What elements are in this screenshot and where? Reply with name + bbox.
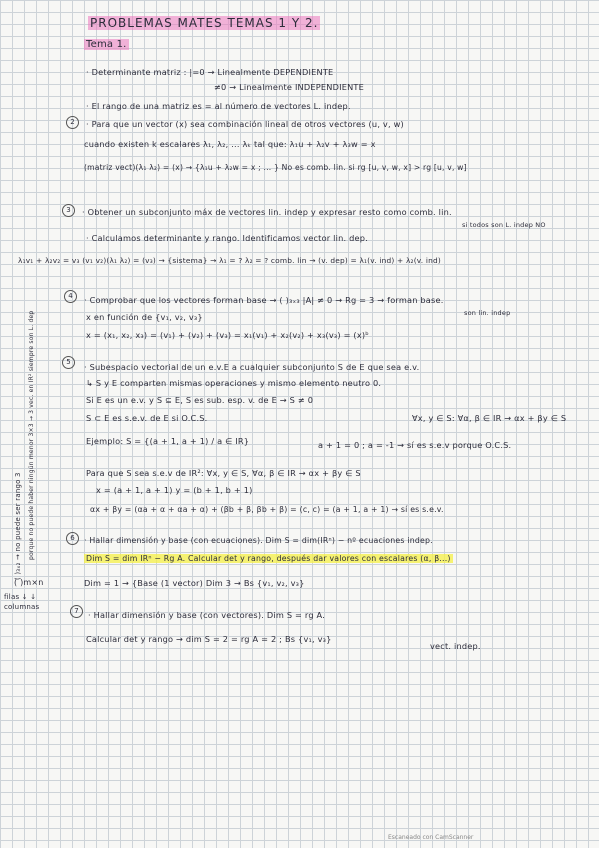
note-text: · Hallar dimensión y base (con vectores). Dim S = rg A. [88, 610, 325, 620]
footer-watermark: Escaneado con CamScanner [388, 834, 474, 841]
circled-number: 3 [62, 204, 75, 217]
note-line: S ⊂ E es s.e.v. de E si O.C.S. [86, 413, 208, 423]
note-line: · Determinante matriz : |=0 → Linealmente DEPENDIENTE [86, 67, 334, 77]
circled-number: 5 [62, 356, 75, 369]
note-line [84, 536, 433, 546]
side-note-rows-cols: filas ↓ ↓ columnas [4, 593, 40, 611]
note-line: cuando existen k escalares λ₁, λ₂, ... λₖ tal que: λ₁u + λ₂v + λ₃w = x [84, 139, 376, 149]
note-line: ∀x, y ∈ S: ∀α, β ∈ IR → αx + βy ∈ S [412, 413, 567, 423]
side-note-rotated: ( )₃ₓ₂ → no puede ser rango 3 [14, 472, 22, 580]
note-line: λ₁v₁ + λ₂v₂ = v₃ (v₁ v₂)(λ₁ λ₂) = (v₃) → {sistema} → λ₁ = ? λ₂ = ? comb. lin → (v. dep) = λ₁(v. ind) + λ₂(v. ind) [18, 256, 441, 265]
circled-number: 7 [70, 605, 83, 618]
note-line: Dim = 1 → {Base (1 vector) Dim 3 → Bs {v₁, v₂, v₃} [84, 578, 305, 588]
note-line: ↳ S y E comparten mismas operaciones y mismo elemento neutro 0. [86, 378, 382, 388]
note-line: · El rango de una matriz es = al número de vectores L. indep. [86, 101, 351, 111]
note-text: · Hallar dimensión y base (con ecuaciones). Dim S = dim(IRⁿ) − nº ecuaciones indep. [84, 536, 433, 545]
circled-number: 4 [64, 290, 77, 303]
note-line: · Subespacio vectorial de un e.v.E a cualquier subconjunto S de E que sea e.v. [84, 362, 420, 372]
note-line: (matriz vect)(λ₁ λ₂) = (x) → {λ₁u + λ₂w = x ; ... } No es comb. lin. si rg [u, v, w, x] > rg [u, v, w] [84, 163, 467, 172]
note-line: · Para que un vector (x) sea combinación lineal de otros vectores (u, v, w) [86, 119, 404, 129]
side-note-matrix: ( )m×n [14, 578, 44, 587]
circled-number: 6 [66, 532, 79, 545]
note-line [84, 554, 453, 564]
note-line: a + 1 = 0 ; a = -1 → sí es s.e.v porque O.C.S. [318, 440, 512, 450]
note-line: · Calculamos determinante y rango. Identificamos vector lin. dep. [86, 233, 368, 243]
page-title-text: PROBLEMAS MATES TEMAS 1 Y 2. [90, 16, 319, 30]
note-line: · Obtener un subconjunto máx de vectores lin. indep y expresar resto como comb. lin. [82, 207, 452, 217]
page-title [88, 18, 320, 28]
note-line: αx + βy = (αa + α + αa + α) + (βb + β, βb + β) = (c, c) = (a + 1, a + 1) → sí es s.e.v. [90, 505, 444, 514]
note-line: Ejemplo: S = {(a + 1, a + 1) / a ∈ IR} [86, 436, 250, 446]
note-text: Dim S = dim IRⁿ − Rg A. Calcular det y rango, después dar valores con escalares (α, β...) [86, 554, 451, 563]
topic-heading [84, 40, 129, 50]
note-line: si todos son L. indep NO [462, 221, 546, 229]
note-line [88, 610, 325, 620]
note-line: Si E es un e.v. y S ⊆ E, S es sub. esp. v. de E → S ≠ 0 [86, 395, 314, 405]
note-line: x en función de {v₁, v₂, v₃} [86, 312, 203, 322]
side-note-rotated: porque no puede haber ningún menor 3×3 → 3 vec. en IR² siempre son L. dep [28, 310, 35, 560]
circled-number: 2 [66, 116, 79, 129]
note-line: ≠0 → Linealmente INDEPENDIENTE [214, 82, 364, 92]
note-line: vect. indep. [430, 641, 481, 651]
note-line: x = (a + 1, a + 1) y = (b + 1, b + 1) [96, 485, 253, 495]
note-line: Para que S sea s.e.v de IR²: ∀x, y ∈ S, ∀α, β ∈ IR → αx + βy ∈ S [86, 468, 361, 478]
note-line: · Comprobar que los vectores forman base → ( )₃ₓ₃ |A| ≠ 0 → Rg = 3 → forman base. [84, 295, 444, 305]
topic-text: Tema 1. [86, 39, 127, 50]
note-line: son lin. indep [464, 309, 511, 317]
note-line: x = (x₁, x₂, x₃) = (v₁) + (v₂) + (v₃) = x₁(v₁) + x₂(v₂) + x₃(v₃) = (x)ᵇ [86, 330, 369, 340]
note-line: Calcular det y rango → dim S = 2 = rg A = 2 ; Bs {v₁, v₃} [86, 634, 332, 644]
